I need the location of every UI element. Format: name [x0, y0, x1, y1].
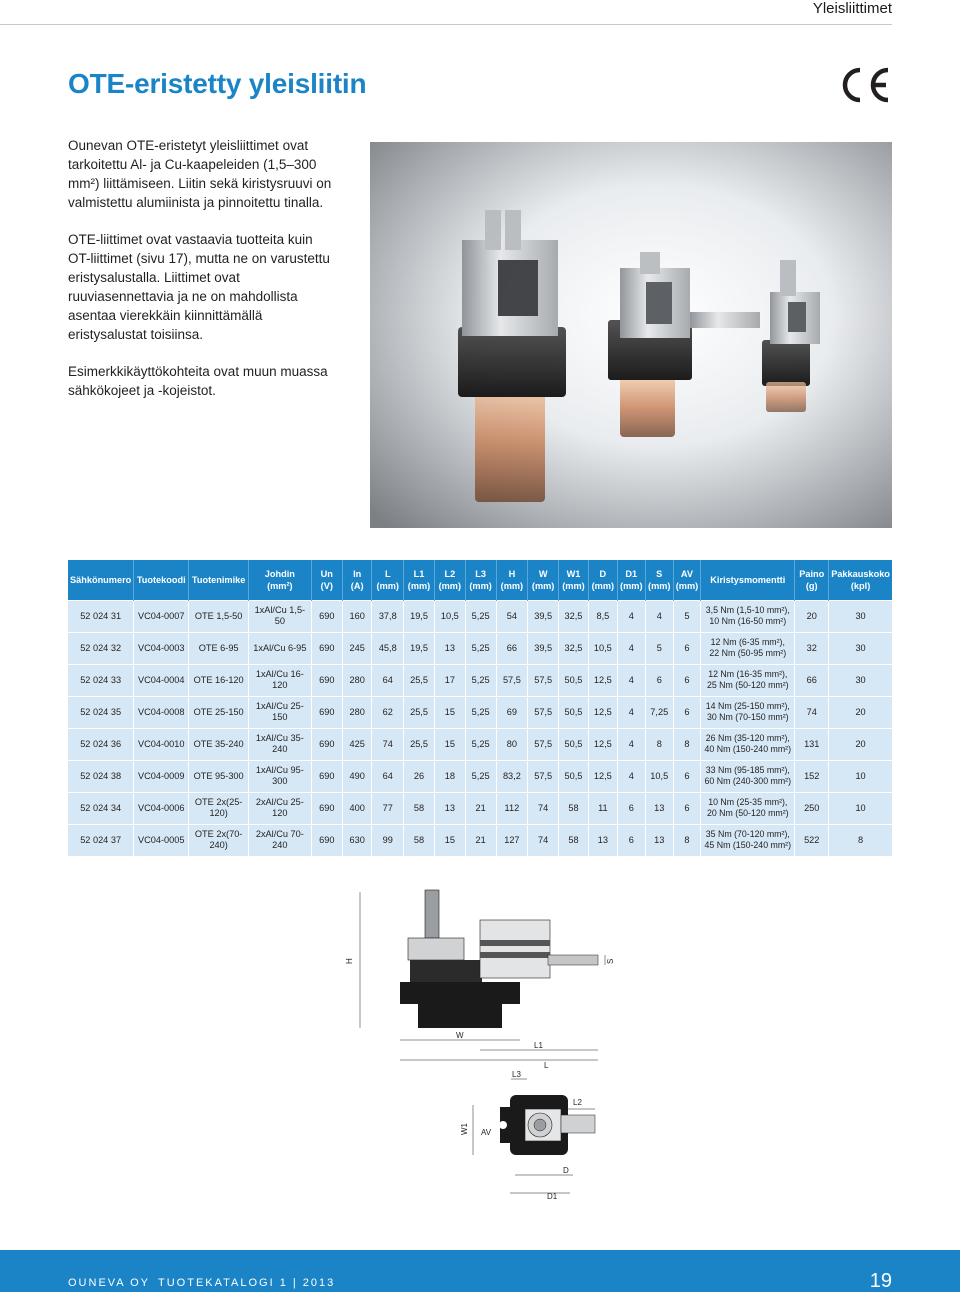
table-cell: VC04-0007 [134, 600, 189, 632]
table-cell: 6 [673, 696, 700, 728]
table-cell: OTE 6-95 [189, 632, 249, 664]
table-cell: 4 [617, 632, 645, 664]
table-cell: 3,5 Nm (1,5-10 mm²), 10 Nm (16-50 mm²) [701, 600, 795, 632]
table-cell: 62 [372, 696, 404, 728]
table-cell: 6 [617, 792, 645, 824]
table-cell: 99 [372, 824, 404, 856]
page-title: OTE-eristetty yleisliitin [68, 68, 367, 99]
top-view-diagram [455, 1065, 605, 1215]
side-view-diagram [330, 880, 630, 1080]
intro-paragraph: Esimerkkikäyttökohteita ovat muun muassa sähkökojeet ja -kojeistot. [68, 364, 328, 398]
table-cell: 690 [311, 696, 342, 728]
dim-label-l: L [544, 1061, 549, 1070]
table-cell: 6 [673, 632, 700, 664]
table-cell: 74 [528, 792, 559, 824]
col-header: Kiristysmomentti [701, 560, 795, 600]
table-cell: 8 [829, 824, 892, 856]
table-cell: 12,5 [588, 696, 617, 728]
table-cell: 64 [372, 664, 404, 696]
col-header: Paino (g) [795, 560, 829, 600]
table-cell: 4 [617, 728, 645, 760]
table-cell: 64 [372, 760, 404, 792]
table-cell: 66 [496, 632, 528, 664]
table-row [68, 632, 892, 664]
table-cell: 15 [434, 824, 465, 856]
table-cell: 5,25 [465, 696, 496, 728]
table-cell: 8 [645, 728, 673, 760]
table-cell: 39,5 [528, 632, 559, 664]
table-row [68, 664, 892, 696]
table-cell: 26 Nm (35-120 mm²), 40 Nm (150-240 mm²) [701, 728, 795, 760]
table-row [68, 760, 892, 792]
table-cell: VC04-0008 [134, 696, 189, 728]
table-cell: 4 [617, 600, 645, 632]
table-cell: 32 [795, 632, 829, 664]
table-cell: 57,5 [528, 664, 559, 696]
col-header: In (A) [342, 560, 371, 600]
table-cell: 13 [434, 792, 465, 824]
table-cell: OTE 25-150 [189, 696, 249, 728]
table-cell: 1xAl/Cu 25-150 [249, 696, 312, 728]
dim-label-w: W [456, 1031, 464, 1040]
table-cell: 20 [829, 696, 892, 728]
table-cell: 11 [588, 792, 617, 824]
dim-label-d: D [563, 1166, 569, 1175]
table-cell: 1xAl/Cu 1,5-50 [249, 600, 312, 632]
table-cell: 2xAl/Cu 70-240 [249, 824, 312, 856]
table-cell: 13 [645, 792, 673, 824]
table-cell: 1xAl/Cu 35-240 [249, 728, 312, 760]
table-cell: 280 [342, 664, 371, 696]
table-cell: 58 [559, 824, 589, 856]
table-cell: VC04-0005 [134, 824, 189, 856]
table-cell: OTE 2x(70-240) [189, 824, 249, 856]
table-row [68, 696, 892, 728]
table-cell: 7,25 [645, 696, 673, 728]
table-cell: 19,5 [404, 632, 435, 664]
table-cell: 245 [342, 632, 371, 664]
table-row [68, 600, 892, 632]
table-cell: 12 Nm (6-35 mm²), 22 Nm (50-95 mm²) [701, 632, 795, 664]
table-cell: 26 [404, 760, 435, 792]
table-cell: 50,5 [559, 728, 589, 760]
table-cell: 10 Nm (25-35 mm²), 20 Nm (50-120 mm²) [701, 792, 795, 824]
table-cell: 5,25 [465, 632, 496, 664]
table-cell: 690 [311, 760, 342, 792]
table-cell: 131 [795, 728, 829, 760]
table-cell: OTE 95-300 [189, 760, 249, 792]
table-cell: 37,8 [372, 600, 404, 632]
table-cell: 690 [311, 792, 342, 824]
spec-table [68, 560, 892, 856]
dim-label-h: H [345, 958, 354, 964]
table-cell: VC04-0004 [134, 664, 189, 696]
table-cell: 83,2 [496, 760, 528, 792]
col-header: Pakkauskoko (kpl) [829, 560, 892, 600]
table-cell: 15 [434, 728, 465, 760]
table-cell: 12,5 [588, 760, 617, 792]
table-cell: 6 [673, 664, 700, 696]
table-cell: 4 [617, 696, 645, 728]
table-cell: 54 [496, 600, 528, 632]
table-cell: 52 024 35 [68, 696, 134, 728]
table-cell: 52 024 31 [68, 600, 134, 632]
table-cell: 13 [588, 824, 617, 856]
table-cell: 400 [342, 792, 371, 824]
table-cell: 20 [795, 600, 829, 632]
table-cell: 6 [673, 760, 700, 792]
table-cell: 32,5 [559, 600, 589, 632]
section-label: Yleisliittimet [812, 0, 892, 17]
table-cell: 250 [795, 792, 829, 824]
table-cell: 10 [829, 760, 892, 792]
table-cell: 25,5 [404, 664, 435, 696]
table-row [68, 728, 892, 760]
table-cell: 12,5 [588, 728, 617, 760]
table-cell: 5,25 [465, 664, 496, 696]
col-header: Sähkönumero [68, 560, 134, 600]
table-cell: VC04-0006 [134, 792, 189, 824]
table-cell: OTE 16-120 [189, 664, 249, 696]
table-row [68, 824, 892, 856]
dim-label-av: AV [481, 1128, 492, 1137]
table-cell: 690 [311, 600, 342, 632]
table-cell: 8,5 [588, 600, 617, 632]
table-cell: 57,5 [496, 664, 528, 696]
col-header: S (mm) [645, 560, 673, 600]
table-cell: 57,5 [528, 696, 559, 728]
table-cell: 30 [829, 664, 892, 696]
table-cell: 5,25 [465, 600, 496, 632]
top-divider [0, 24, 892, 25]
table-cell: 522 [795, 824, 829, 856]
col-header: W (mm) [528, 560, 559, 600]
table-cell: 52 024 37 [68, 824, 134, 856]
col-header: Tuotekoodi [134, 560, 189, 600]
dim-label-l2: L2 [573, 1098, 582, 1107]
table-cell: 74 [372, 728, 404, 760]
table-cell: 57,5 [528, 728, 559, 760]
intro-text [68, 136, 338, 418]
table-cell: 21 [465, 824, 496, 856]
dim-label-s: S [606, 958, 615, 964]
col-header: L2 (mm) [434, 560, 465, 600]
table-cell: 5,25 [465, 728, 496, 760]
table-cell: 14 Nm (25-150 mm²), 30 Nm (70-150 mm²) [701, 696, 795, 728]
table-cell: 10,5 [588, 632, 617, 664]
table-cell: 5 [645, 632, 673, 664]
table-cell: 5 [673, 600, 700, 632]
side-connector-drawing [400, 890, 598, 1028]
table-cell: 69 [496, 696, 528, 728]
table-cell: 58 [404, 824, 435, 856]
table-cell: 30 [829, 632, 892, 664]
table-cell: VC04-0010 [134, 728, 189, 760]
table-cell: 10 [829, 792, 892, 824]
table-cell: 30 [829, 600, 892, 632]
footer-catalog: TUOTEKATALOGI 1 | 2013 [158, 1277, 336, 1289]
col-header: L1 (mm) [404, 560, 435, 600]
table-cell: 20 [829, 728, 892, 760]
table-cell: 10,5 [434, 600, 465, 632]
table-cell: 6 [673, 792, 700, 824]
table-cell: 15 [434, 696, 465, 728]
table-cell: 1xAl/Cu 95-300 [249, 760, 312, 792]
table-cell: 4 [617, 760, 645, 792]
table-cell: 690 [311, 664, 342, 696]
table-cell: 280 [342, 696, 371, 728]
table-cell: 52 024 32 [68, 632, 134, 664]
col-header: D1 (mm) [617, 560, 645, 600]
dim-label-d1: D1 [547, 1192, 558, 1201]
table-cell: 8 [673, 824, 700, 856]
table-cell: 74 [795, 696, 829, 728]
table-cell: 21 [465, 792, 496, 824]
table-cell: 490 [342, 760, 371, 792]
table-cell: 6 [617, 824, 645, 856]
table-cell: 112 [496, 792, 528, 824]
table-cell: 80 [496, 728, 528, 760]
table-row [68, 792, 892, 824]
col-header: L (mm) [372, 560, 404, 600]
table-cell: 57,5 [528, 760, 559, 792]
table-cell: 58 [404, 792, 435, 824]
table-cell: 6 [645, 664, 673, 696]
table-cell: 52 024 36 [68, 728, 134, 760]
table-cell: 4 [645, 600, 673, 632]
table-cell: 45,8 [372, 632, 404, 664]
table-cell: 18 [434, 760, 465, 792]
dim-label-w1: W1 [460, 1123, 469, 1135]
table-cell: 690 [311, 632, 342, 664]
col-header: Johdin (mm²) [249, 560, 312, 600]
table-header-row [68, 560, 892, 600]
col-header: Tuotenimike [189, 560, 249, 600]
table-cell: 690 [311, 824, 342, 856]
table-cell: 32,5 [559, 632, 589, 664]
table-cell: 160 [342, 600, 371, 632]
table-cell: 33 Nm (95-185 mm²), 60 Nm (240-300 mm²) [701, 760, 795, 792]
col-header: W1 (mm) [559, 560, 589, 600]
table-cell: 39,5 [528, 600, 559, 632]
table-cell: 66 [795, 664, 829, 696]
table-cell: OTE 2x(25-120) [189, 792, 249, 824]
table-cell: 52 024 33 [68, 664, 134, 696]
table-cell: 152 [795, 760, 829, 792]
table-cell: 13 [645, 824, 673, 856]
table-cell: 690 [311, 728, 342, 760]
col-header: AV (mm) [673, 560, 700, 600]
table-cell: 25,5 [404, 728, 435, 760]
table-cell: 25,5 [404, 696, 435, 728]
table-cell: 2xAl/Cu 25-120 [249, 792, 312, 824]
table-cell: 425 [342, 728, 371, 760]
product-photo [370, 142, 892, 528]
intro-paragraph: Ounevan OTE-eristetyt yleisliittimet ovat tarkoitettu Al- ja Cu-kaapeleiden (1,5–300 mm²) liittämiseen. Liitin sekä kiristysruuvi on valmistettu alumiinista ja pinnoitettu tinalla. [68, 138, 332, 210]
table-cell: 52 024 34 [68, 792, 134, 824]
table-cell: 12 Nm (16-35 mm²), 25 Nm (50-120 mm²) [701, 664, 795, 696]
table-cell: VC04-0003 [134, 632, 189, 664]
table-cell: 50,5 [559, 760, 589, 792]
col-header: H (mm) [496, 560, 528, 600]
table-cell: VC04-0009 [134, 760, 189, 792]
dim-label-l1: L1 [534, 1041, 543, 1050]
table-cell: 10,5 [645, 760, 673, 792]
table-cell: 35 Nm (70-120 mm²), 45 Nm (150-240 mm²) [701, 824, 795, 856]
table-cell: 52 024 38 [68, 760, 134, 792]
table-cell: 50,5 [559, 696, 589, 728]
table-cell: 630 [342, 824, 371, 856]
ce-mark-icon [838, 66, 892, 104]
table-cell: 5,25 [465, 760, 496, 792]
table-cell: 19,5 [404, 600, 435, 632]
table-cell: OTE 1,5-50 [189, 600, 249, 632]
table-cell: 74 [528, 824, 559, 856]
table-cell: 77 [372, 792, 404, 824]
footer-company: OUNEVA OY [68, 1277, 150, 1289]
table-cell: 17 [434, 664, 465, 696]
table-cell: 1xAl/Cu 6-95 [249, 632, 312, 664]
table-cell: 58 [559, 792, 589, 824]
table-cell: 13 [434, 632, 465, 664]
dim-label-l3: L3 [512, 1070, 521, 1079]
col-header: D (mm) [588, 560, 617, 600]
table-cell: 127 [496, 824, 528, 856]
col-header: L3 (mm) [465, 560, 496, 600]
table-cell: 4 [617, 664, 645, 696]
table-cell: OTE 35-240 [189, 728, 249, 760]
table-cell: 12,5 [588, 664, 617, 696]
table-cell: 1xAl/Cu 16-120 [249, 664, 312, 696]
table-cell: 50,5 [559, 664, 589, 696]
col-header: Un (V) [311, 560, 342, 600]
intro-paragraph: OTE-liittimet ovat vastaavia tuotteita kuin OT-liittimet (sivu 17), mutta ne on varustettu eristysalustalla. Liittimet ovat ruuviasennettavia ja ne on mahdollista asentaa vierekkäin kiinnittämällä eristysalustat toisiinsa. [68, 232, 330, 342]
table-cell: 8 [673, 728, 700, 760]
page-number: 19 [869, 1270, 892, 1292]
